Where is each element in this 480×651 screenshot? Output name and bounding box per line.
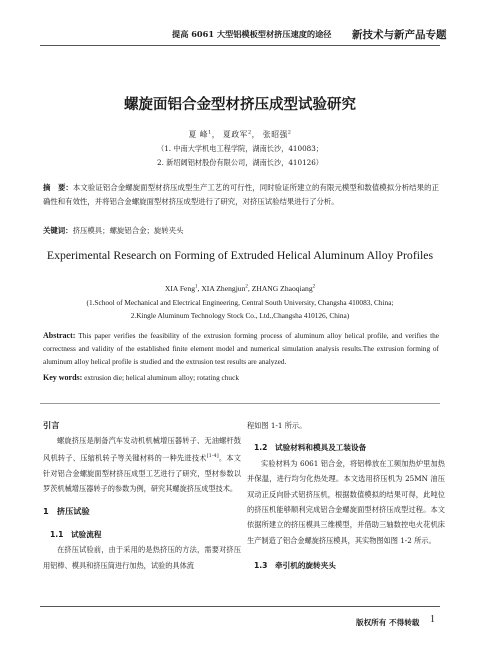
heading-section-1-3: 1.3 牵引机的旋转夹头 (254, 561, 336, 571)
abstract-en (43, 329, 439, 369)
author-cn-3: 张昭强 (262, 130, 288, 139)
keywords-en-text: extrusion die; helical aluminum alloy; rotating chuck (82, 373, 239, 382)
heading-introduction: 引言 (43, 420, 60, 430)
header-rule (40, 45, 440, 46)
section-1-2-paragraph: 实验材料为 6061 铝合金，将铝棒放在工频加热炉里加热并保温，进行均匀化热处理。本文选用挤压机为 25MN 油压双动正反向卧式铝挤压机，根据数值模拟的结果可得，此吨位的挤压机能够顺利完成铝合金螺旋面型材挤压成型过程。本文依据所建立的挤压模具三维模型，并借助三轴数控电火花机床生产制造了铝合金螺旋挤压模具，其实物图如图 1-2 所示。 (247, 458, 445, 545)
abstract-cn (43, 181, 439, 210)
copyright-notice: 版权所有 不得转载 (356, 618, 420, 627)
page-number: 1 (430, 614, 435, 625)
running-header-title: 提高 6061 大型铝模板型材挤压速度的途径 (172, 29, 332, 39)
body-left-column (43, 418, 241, 573)
heading-section-1: 1 挤压试验 (43, 506, 90, 517)
abstract-en-text: This paper verifies the feasibility of the extrusion forming process of aluminum alloy helical profile, and verifies the correctness and validity of the established finite element model and numerical simulation analysis results.The extrusion forming of aluminum alloy helical profile is studied and the extrusion test results are analyzed. (43, 331, 439, 367)
author-en-1: XIA Feng (164, 284, 196, 293)
continued-paragraph: 程如图 1-1 所示。 (247, 421, 307, 430)
author-cn-2: 夏政军 (223, 130, 248, 139)
affiliation-cn-1: （1. 中南大学机电工程学院，湖南长沙，410083； (157, 144, 323, 153)
author-en-2: XIA Zhengjun (201, 284, 246, 293)
abstract-cn-label: 摘 要： (43, 183, 73, 192)
affiliation-en-1: (1.School of Mechanical and Electrical Engineering, Central South University, Changsha 410083, China; (86, 298, 394, 307)
authors-en: XIA Feng$^1$, XIA Zhengjun$^2$, ZHANG Zhaoqiang$^2$ (164, 284, 316, 293)
keywords-cn-text: 挤压模具；螺旋铝合金；旋转夹头 (72, 226, 184, 235)
paper-title-cn: 螺旋面铝合金型材挤压成型试验研究 (124, 96, 356, 113)
keywords-en (43, 373, 239, 382)
affiliation-cn-2: 2. 新绍阔铝材股份有限公司，湖南长沙，410126） (157, 158, 323, 167)
abstract-separator (40, 403, 440, 404)
abstract-cn-text: 本文验证铝合金螺旋面型材挤压成型生产工艺的可行性，同时验证所建立的有限元模型和数值模拟分析结果的正确性和有效性，并将铝合金螺旋面型材挤压成型进行了研究，对挤压试验结果进行了分析。 (43, 183, 439, 207)
heading-section-1-1: 1.1 试验流程 (50, 529, 102, 539)
heading-section-1-2: 1.2 试验材料和模具及工装设备 (254, 443, 367, 453)
section-1-1-paragraph: 在挤压试验前，由于采用的是热挤压的方法，需要对挤压用铝棒、模具和挤压筒进行加热，试验的具体流 (43, 545, 241, 570)
keywords-en-label: Key words: (43, 373, 83, 382)
footer-rule (40, 606, 440, 607)
running-header-section: 新技术与新产品专题 (352, 29, 447, 41)
authors-cn: 夏 峰$^1$， 夏政军$^2$， 张昭强$^2$ (188, 129, 292, 139)
author-cn-1: 夏 峰 (188, 130, 209, 139)
keywords-cn (43, 225, 183, 236)
keywords-cn-label: 关键词： (43, 226, 73, 235)
author-en-3: ZHANG Zhaoqiang (251, 284, 313, 293)
affiliation-en-2: 2.Kingle Aluminum Technology Stock Co., Ltd.,Changsha 410126, China) (130, 311, 350, 320)
abstract-en-label: Abstract: (43, 331, 76, 340)
body-right-column (247, 418, 445, 574)
intro-paragraph: 螺旋挤压是制备汽车发动机机械增压器转子、无油螺杆鼓风机转子、压缩机转子等关键材料的一种先进技术[1-4]。本文针对铝合金螺旋面型材挤压成型工艺进行了研究，型材参数以罗茨机械增压器转子的参数为例，研究其螺旋挤压成型技术。 (43, 436, 241, 494)
paper-title-en: Experimental Research on Forming of Extruded Helical Aluminum Alloy Profiles (46, 248, 434, 262)
citation-1-4: [1-4] (206, 452, 219, 459)
